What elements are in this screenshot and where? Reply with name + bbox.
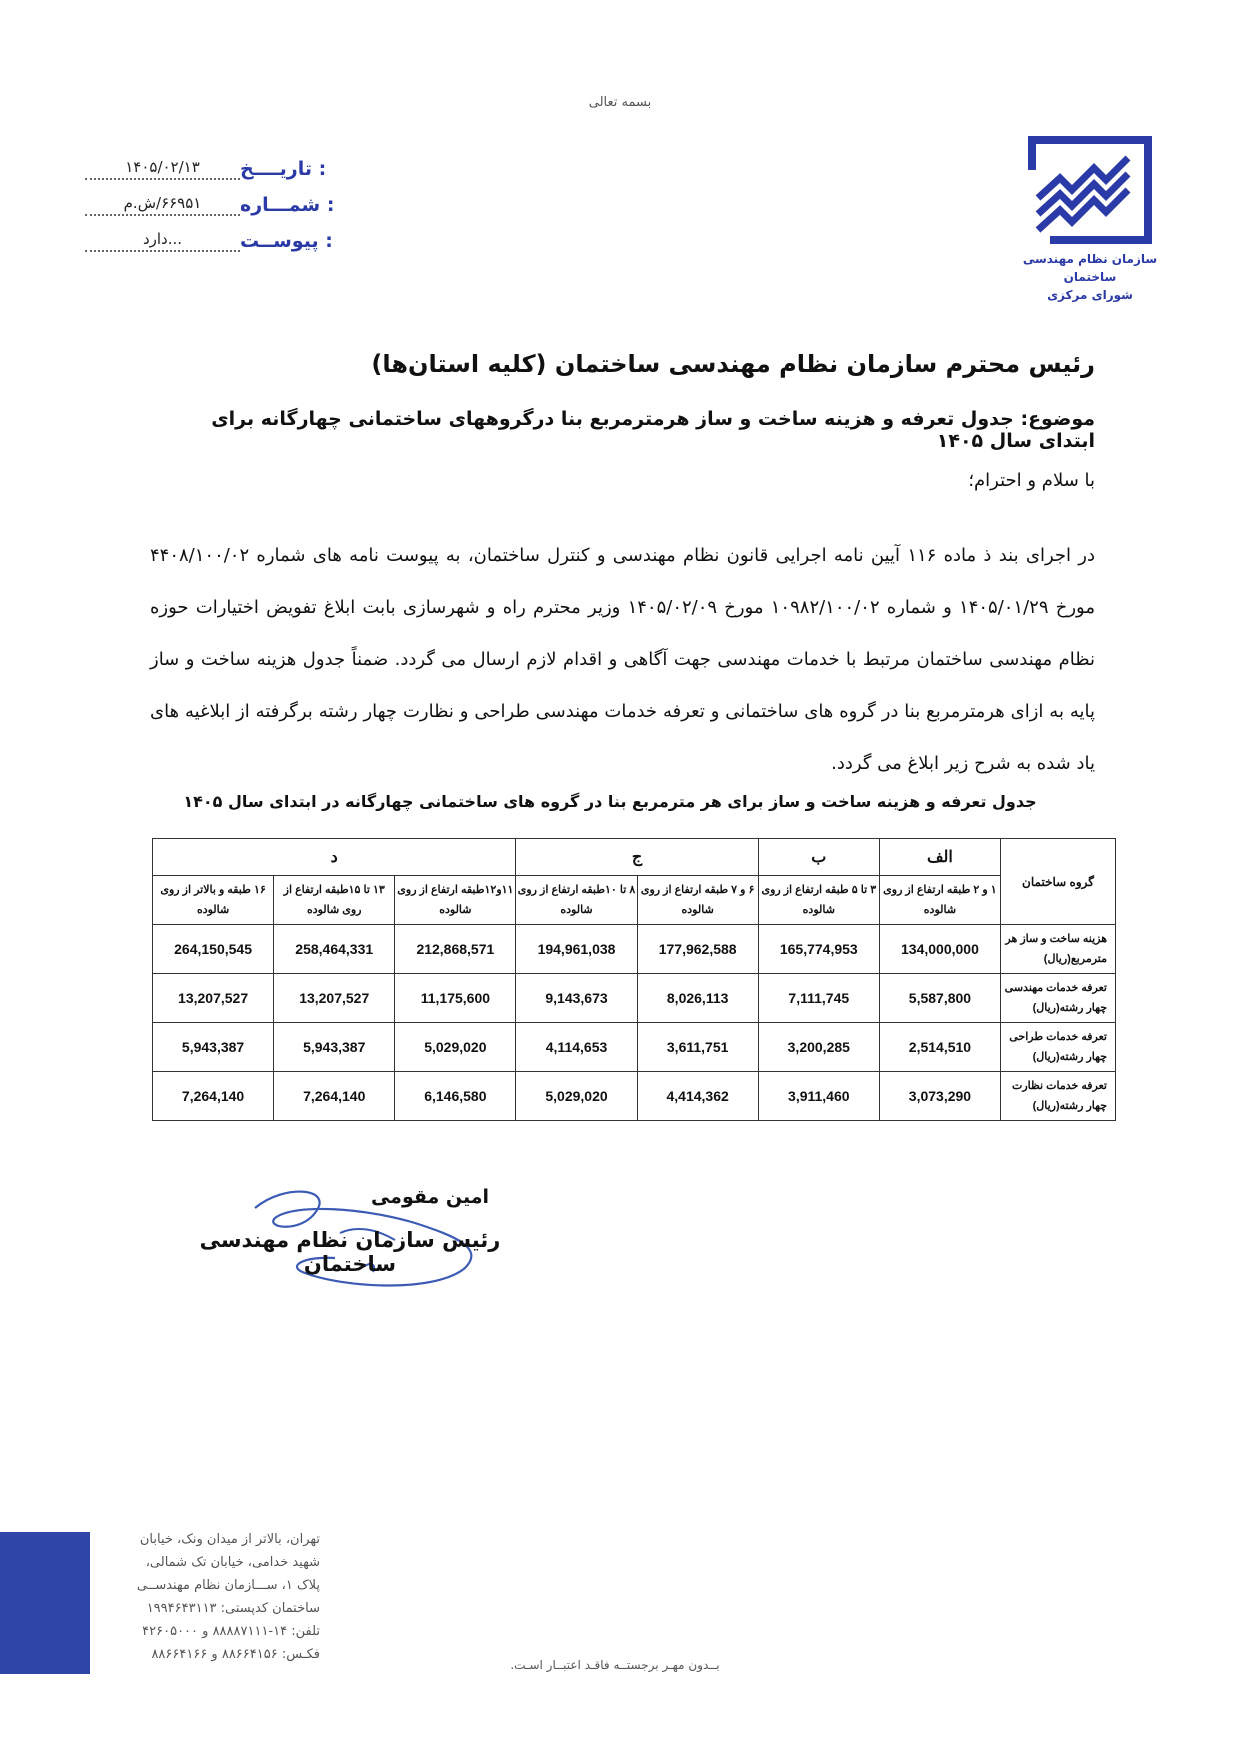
table-cell: 5,587,800	[879, 974, 1000, 1023]
subheader-cell: ۸ تا ۱۰طبقه ارتفاع از روی شالوده	[516, 876, 637, 925]
subheader-cell: ۱ و ۲ طبقه ارتفاع از روی شالوده	[879, 876, 1000, 925]
table-row	[153, 974, 1116, 1023]
addressee: رئیس محترم سازمان نظام مهندسی ساختمان (کلیه استان‌ها)	[371, 350, 1095, 378]
number-label: شمـــاره :	[240, 194, 335, 216]
group-jim: ج	[516, 839, 758, 876]
subheader-cell: ۱۶ طبقه و بالاتر از روی شالوده	[153, 876, 274, 925]
table-cell: 177,962,588	[637, 925, 758, 974]
letter-body: در اجرای بند ذ ماده ۱۱۶ آیین نامه اجرایی قانون نظام مهندسی و کنترل ساختمان، به پیوست نامه های شماره ۴۴۰۸/۱۰۰/۰۲ مورخ ۱۴۰۵/۰۱/۲۹ و شماره ۱۰۹۸۲/۱۰۰/۰۲ مورخ ۱۴۰۵/۰۲/۰۹ وزیر محترم راه و شهرسازی بابت ابلاغ تفویض اختیارات حوزه نظام مهندسی ساختمان مرتبط با خدمات مهندسی جهت آگاهی و اقدام لازم ارسال می گردد. ضمناً جدول هزینه ساخت و ساز پایه به ازای هرمترمربع بنا در گروه های ساختمانی و تعرفه خدمات مهندسی طراحی و نظارت چهار رشته برگرفته از ابلاغیه های یاد شده به شرح زیر ابلاغ می گردد.	[150, 545, 1095, 774]
footer-disclaimer: بــدون مهـر برجستــه فاقـد اعتبــار اسـت.	[510, 1658, 720, 1672]
table-cell: 7,264,140	[274, 1072, 395, 1121]
subheader-cell: ۶ و ۷ طبقه ارتفاع از روی شالوده	[637, 876, 758, 925]
group-dal: د	[153, 839, 516, 876]
attachment-label: پیوســت :	[240, 230, 333, 252]
address-line: ساختمان کدپستی: ۱۹۹۴۶۴۳۱۱۳	[146, 1601, 320, 1616]
table-row	[153, 1023, 1116, 1072]
signatory-title: رئیس سازمان نظام مهندسی ساختمان	[199, 1228, 501, 1276]
address-line: فکـس: ۸۸۶۶۴۱۵۶ و ۸۸۶۶۴۱۶۶	[151, 1647, 320, 1662]
date-label: تاریــــخ :	[240, 158, 327, 180]
table-cell: 5,943,387	[274, 1023, 395, 1072]
address-line: پلاک ۱، ســـازمان نظام مهندســی	[136, 1578, 320, 1593]
subject-label: موضوع:	[1020, 408, 1095, 430]
table-cell: 5,029,020	[516, 1072, 637, 1121]
row-label: تعرفه خدمات نظارت چهار رشته(ریال)	[1001, 1072, 1116, 1121]
group-header-row	[153, 839, 1116, 876]
address-line: تهران، بالاتر از میدان ونک، خیابان	[139, 1532, 320, 1547]
subject-text: جدول تعرفه و هزینه ساخت و ساز هرمترمربع بنا درگروههای ساختمانی چهارگانه برای ابتدای سال ۱۴۰۵	[211, 408, 1095, 452]
signatory-name: امین مقومی	[370, 1186, 490, 1208]
row-label: تعرفه خدمات طراحی چهار رشته(ریال)	[1001, 1023, 1116, 1072]
org-name-line2: شورای مرکزی	[1047, 288, 1133, 302]
table-cell: 165,774,953	[758, 925, 879, 974]
table-cell: 264,150,545	[153, 925, 274, 974]
table-cell: 7,264,140	[153, 1072, 274, 1121]
table-cell: 13,207,527	[153, 974, 274, 1023]
table-row	[153, 925, 1116, 974]
subheader-row	[153, 876, 1116, 925]
table-cell: 5,029,020	[395, 1023, 516, 1072]
table-cell: 194,961,038	[516, 925, 637, 974]
table-cell: 3,611,751	[637, 1023, 758, 1072]
tariff-table	[152, 838, 1116, 1121]
table-cell: 9,143,673	[516, 974, 637, 1023]
table-cell: 13,207,527	[274, 974, 395, 1023]
address-line: شهید خدامی، خیابان تک شمالی،	[145, 1555, 320, 1570]
table-cell: 8,026,113	[637, 974, 758, 1023]
subheader-cell: ۳ تا ۵ طبقه ارتفاع از روی شالوده	[758, 876, 879, 925]
row-label: هزینه ساخت و ساز هر مترمربع(ریال)	[1001, 925, 1116, 974]
date-row	[85, 150, 325, 180]
basmala: بسمه تعالی	[588, 95, 652, 110]
group-be: ب	[758, 839, 879, 876]
table-cell: 2,514,510	[879, 1023, 1000, 1072]
attachment-value: ...دارد	[85, 230, 240, 252]
table-cell: 4,414,362	[637, 1072, 758, 1121]
footer-accent-bar	[0, 1532, 90, 1674]
greeting: با سلام و احترام؛	[968, 470, 1095, 491]
table-cell: 3,073,290	[879, 1072, 1000, 1121]
table-cell: 3,911,460	[758, 1072, 879, 1121]
table-cell: 5,943,387	[153, 1023, 274, 1072]
table-title: جدول تعرفه و هزینه ساخت و ساز برای هر مترمربع بنا در گروه های ساختمانی چهارگانه در ابتدای سال ۱۴۰۵	[183, 792, 1037, 811]
subheader-cell: ۱۳ تا ۱۵طبقه ارتفاع از روی شالوده	[274, 876, 395, 925]
row-label: تعرفه خدمات مهندسی چهار رشته(ریال)	[1001, 974, 1116, 1023]
subject-line	[150, 408, 1095, 452]
date-value: ۱۴۰۵/۰۲/۱۳	[85, 158, 240, 180]
address-line: تلفن: ۱۴-۸۸۸۸۷۱۱۱ و ۴۲۶۰۵۰۰۰	[142, 1624, 320, 1639]
attachment-row	[85, 222, 333, 252]
table-cell: 4,114,653	[516, 1023, 637, 1072]
table-cell: 7,111,745	[758, 974, 879, 1023]
table-cell: 11,175,600	[395, 974, 516, 1023]
footer-address	[100, 1528, 320, 1666]
table-cell: 3,200,285	[758, 1023, 879, 1072]
table-cell: 258,464,331	[274, 925, 395, 974]
table-row	[153, 1072, 1116, 1121]
number-row	[85, 186, 335, 216]
table-cell: 134,000,000	[879, 925, 1000, 974]
org-name	[1005, 250, 1175, 304]
subheader-cell: ۱۱و۱۲طبقه ارتفاع از روی شالوده	[395, 876, 516, 925]
table-cell: 212,868,571	[395, 925, 516, 974]
org-name-line1: سازمان نظام مهندسی ساختمان	[1022, 252, 1158, 284]
group-alef: الف	[879, 839, 1000, 876]
table-cell: 6,146,580	[395, 1072, 516, 1121]
row-header-cell: گروه ساختمان	[1001, 839, 1116, 925]
number-value: ۶۶۹۵۱/ش.م	[85, 194, 240, 216]
